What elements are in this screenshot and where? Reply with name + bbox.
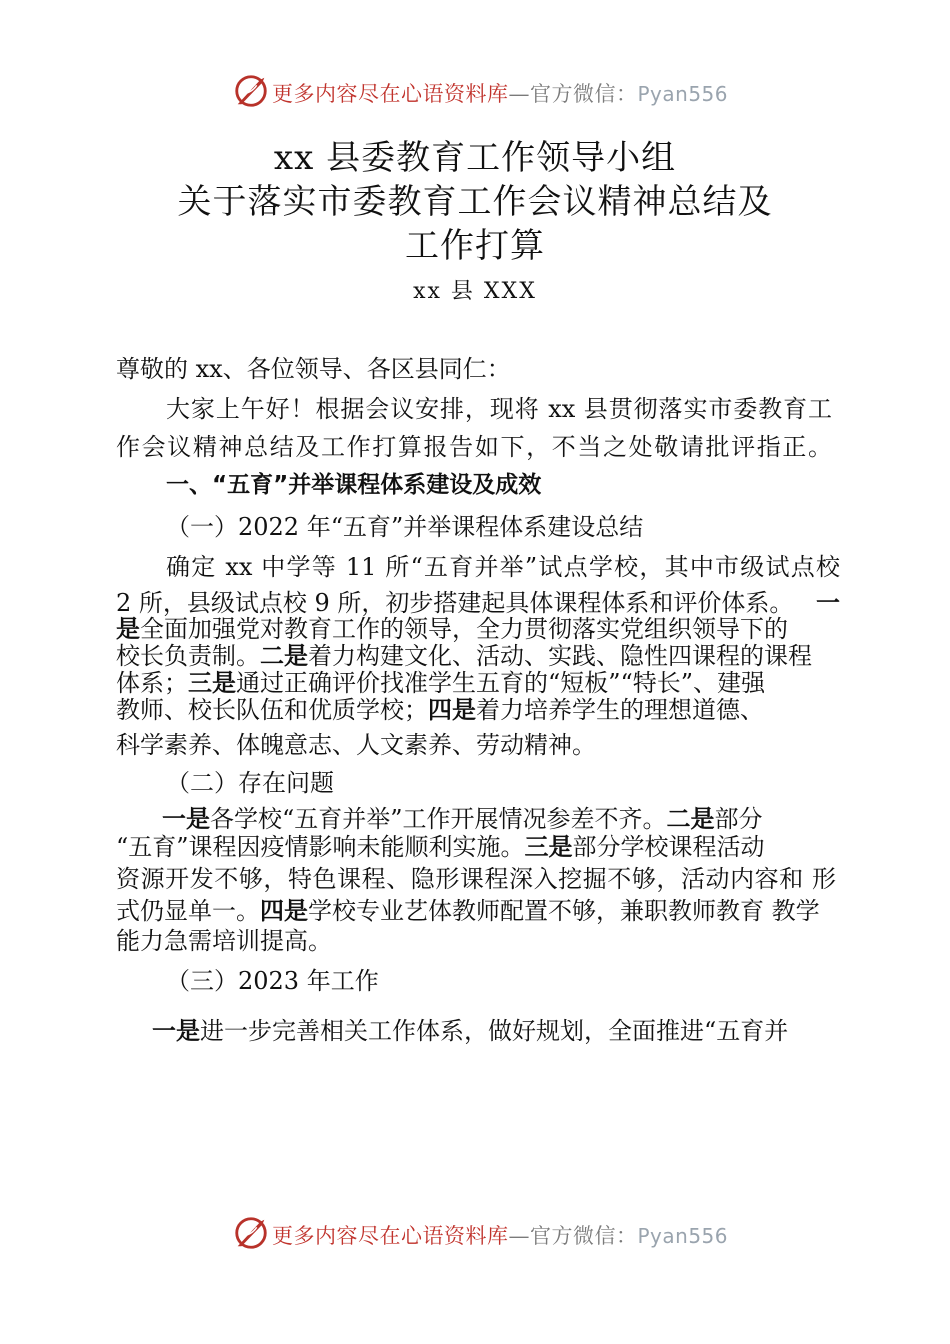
title-line-2: 关于落实市委教育工作会议精神总结及	[177, 182, 773, 222]
intro-line-1: 大家上午好！根据会议安排，现将 xx 县贯彻落实市委教育工	[166, 395, 832, 423]
subsection-heading-2: （二）存在问题	[166, 769, 334, 797]
quill-seal-logo-icon	[232, 1214, 270, 1252]
subsection-heading-3: （三）2023 年工作	[166, 967, 379, 995]
paragraph-line: 资源开发不够，特色课程、隐形课程深入挖掘不够，活动内容和 形	[116, 865, 836, 893]
paragraph-line: 科学素养、体魄意志、人文素养、劳动精神。	[116, 731, 596, 759]
paragraph-line: 校长负责制。二是着力构建文化、活动、实践、隐性四课程的课程	[116, 642, 812, 670]
paragraph-line: 一是各学校“五育并举”工作开展情况参差不齐。二是部分	[162, 805, 763, 833]
watermark-text: 更多内容尽在心语资料库—官方微信：Pyan556	[272, 82, 729, 106]
author: xx 县 XXX	[413, 279, 537, 304]
intro-line-2: 作会议精神总结及工作打算报告如下，不当之处敬请批评指正。	[116, 433, 832, 461]
salutation: 尊敬的 xx、各位领导、各区县同仁：	[116, 355, 511, 383]
paragraph-line: 确定 xx 中学等 11 所“五育并举”试点学校，其中市级试点校	[166, 553, 840, 581]
section-heading-1: 一、“五育”并举课程体系建设及成效	[166, 472, 542, 498]
paragraph-line: 体系；三是通过正确评价找准学生五育的“短板”“特长”、建强	[116, 669, 766, 697]
quill-seal-logo-icon	[232, 72, 270, 110]
title-line-1: xx 县委教育工作领导小组	[273, 138, 677, 178]
paragraph-line: 能力急需培训提高。	[116, 927, 332, 955]
title-line-3: 工作打算	[405, 226, 545, 266]
watermark-footer	[0, 1212, 950, 1256]
paragraph-line: 是全面加强党对教育工作的领导，全力贯彻落实党组织领导下的	[116, 615, 788, 643]
subsection-heading-1: （一）2022 年“五育”并举课程体系建设总结	[166, 513, 644, 541]
watermark-text: 更多内容尽在心语资料库—官方微信：Pyan556	[272, 1224, 729, 1248]
watermark-header	[0, 70, 950, 114]
paragraph-line: 教师、校长队伍和优质学校；四是着力培养学生的理想道德、	[116, 696, 764, 724]
paragraph-line: “五育”课程因疫情影响未能顺利实施。三是部分学校课程活动	[116, 833, 765, 861]
paragraph-line: 式仍显单一。四是学校专业艺体教师配置不够，兼职教师教育 教学	[116, 897, 820, 925]
paragraph-line: 一是进一步完善相关工作体系，做好规划，全面推进“五育并	[152, 1017, 789, 1045]
paragraph-line: 2 所，县级试点校 9 所，初步搭建起具体课程体系和评价体系。 一	[116, 589, 840, 617]
